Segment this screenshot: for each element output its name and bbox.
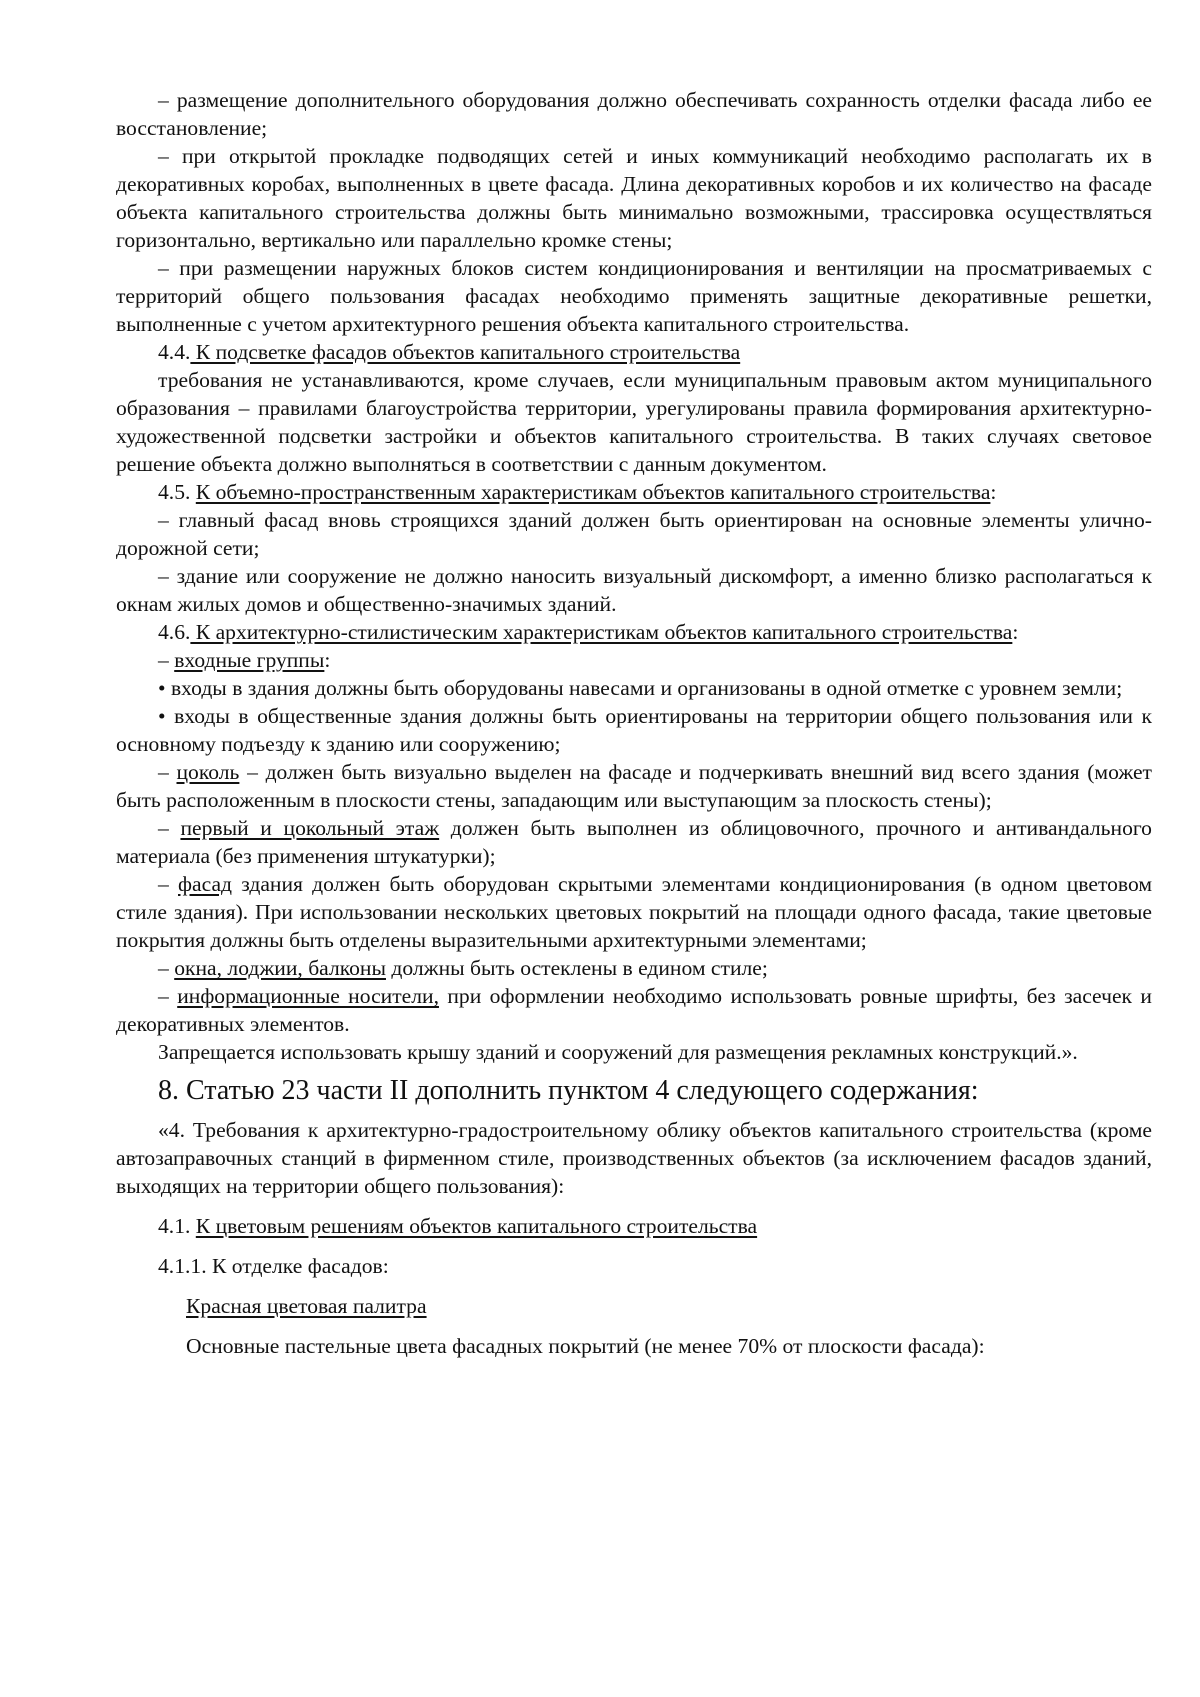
bullet-icon: • (158, 676, 171, 700)
section-4-1-1-heading: 4.1.1. К отделке фасадов: (158, 1254, 389, 1278)
item-text: должны быть остеклены в едином стиле; (386, 956, 768, 980)
section-title: К архитектурно-стилистическим характеристикам объектов капитального строительства (190, 620, 1013, 644)
bullet-item-public-entrances (116, 702, 1152, 758)
list-item-info-carriers (116, 982, 1152, 1038)
list-item-visual-discomfort: – здание или сооружение не должно наносить визуальный дискомфорт, а именно близко располагаться к окнам жилых домов и общественно-значимых зданий. (116, 564, 1152, 616)
dash: – (158, 760, 177, 784)
bullet-item-canopies (116, 674, 1152, 702)
list-item-windows (116, 954, 1152, 982)
section-4-1-heading (116, 1212, 1152, 1240)
dash: – (158, 984, 178, 1008)
section-number: 4.6. (158, 620, 191, 644)
red-palette-title: Красная цветовая палитра (186, 1294, 427, 1318)
term-plinth: цоколь (176, 760, 240, 784)
section-4-5-heading (116, 478, 1152, 506)
term-facade: фасад (178, 872, 233, 896)
colon: : (324, 648, 331, 672)
item-text: здания должен быть оборудован скрытыми элементами кондиционирования (в одном цветовом стиле здания). При использовании нескольких цветовых покрытий на площади одного фасада, такие цветовые покрытия должны быть отделены выразительными архитектурными элементами; (116, 872, 1152, 952)
term-first-floor: первый и цокольный этаж (180, 816, 440, 840)
list-item-first-floor (116, 814, 1152, 870)
bullet-text: входы в здания должны быть оборудованы навесами и организованы в одной отметке с уровнем земли; (170, 676, 1123, 700)
section-title: К подсветке фасадов объектов капитального строительства (190, 340, 741, 364)
heading-article-8: 8. Статью 23 части II дополнить пунктом 4 следующего содержания: (158, 1075, 979, 1106)
section-number: 4.1. (158, 1214, 196, 1238)
colon: : (990, 480, 997, 504)
dash: – (158, 648, 175, 672)
list-item-facade (116, 870, 1152, 954)
list-item-plinth (116, 758, 1152, 814)
item-text: при оформлении необходимо использовать ровные шрифты, без засечек и декоративных элементов. (116, 984, 1152, 1036)
item-text: должен быть выполнен из облицовочного, прочного и антивандального материала (без применения штукатурки); (116, 816, 1152, 868)
section-title: К объемно-пространственным характеристикам объектов капитального строительства (195, 480, 991, 504)
paragraph-main-colors: Основные пастельные цвета фасадных покрытий (не менее 70% от плоскости фасада): (186, 1334, 985, 1358)
section-4-6-heading (116, 618, 1152, 646)
dash: – (158, 872, 179, 896)
dash: – (158, 816, 181, 840)
list-item-main-facade: – главный фасад вновь строящихся зданий должен быть ориентирован на основные элементы улично-дорожной сети; (116, 508, 1152, 560)
dash: – (158, 956, 175, 980)
paragraph-requirements-4: «4. Требования к архитектурно-градостроительному облику объектов капитального строительства (кроме автозаправочных станций в фирменном стиле, производственных объектов (за исключением фасадов зданий, выходящих на территории общего пользования): (116, 1118, 1152, 1198)
list-item-entrance-groups (116, 646, 1152, 674)
term-entrance-groups: входные группы (174, 648, 325, 672)
term-windows: окна, лоджии, балконы (174, 956, 386, 980)
bullet-icon: • (158, 704, 175, 728)
paragraph-networks: – при открытой прокладке подводящих сетей и иных коммуникаций необходимо располагать их в декоративных коробах, выполненных в цвете фасада. Длина декоративных коробов и их количество на фасаде объекта капитального строительства должны быть минимально возможными, трассировка осуществляться горизонтально, вертикально или параллельно кромке стены; (116, 144, 1152, 252)
paragraph-equipment: – размещение дополнительного оборудования должно обеспечивать сохранность отделки фасада либо ее восстановление; (116, 88, 1152, 140)
item-text: – должен быть визуально выделен на фасаде и подчеркивать внешний вид всего здания (может быть расположенным в плоскости стены, западающим или выступающим за плоскость стены); (116, 760, 1152, 812)
subheading-red-palette (116, 1292, 1152, 1320)
section-4-4-heading (116, 338, 1152, 366)
colon: : (1012, 620, 1019, 644)
section-title: К цветовым решениям объектов капитального строительства (195, 1214, 758, 1238)
paragraph-ac-units: – при размещении наружных блоков систем кондиционирования и вентиляции на просматриваемых с территорий общего пользования фасадах необходимо применять защитные декоративные решетки, выполненные с учетом архитектурного решения объекта капитального строительства. (116, 256, 1152, 336)
paragraph-roof-ban: Запрещается использовать крышу зданий и сооружений для размещения рекламных конструкций.». (158, 1040, 1078, 1064)
section-number: 4.4. (158, 340, 191, 364)
bullet-text: входы в общественные здания должны быть ориентированы на территории общего пользования или к основному подъезду к зданию или сооружению; (116, 704, 1152, 756)
term-info-carriers: информационные носители, (177, 984, 439, 1008)
section-4-4-text: требования не устанавливаются, кроме случаев, если муниципальным правовым актом муниципального образования – правилами благоустройства территории, урегулированы правила формирования архитектурно-художественной подсветки застройки и объектов капитального строительства. В таких случаях световое решение объекта должно выполняться в соответствии с данным документом. (116, 368, 1152, 476)
section-number: 4.5. (158, 480, 196, 504)
